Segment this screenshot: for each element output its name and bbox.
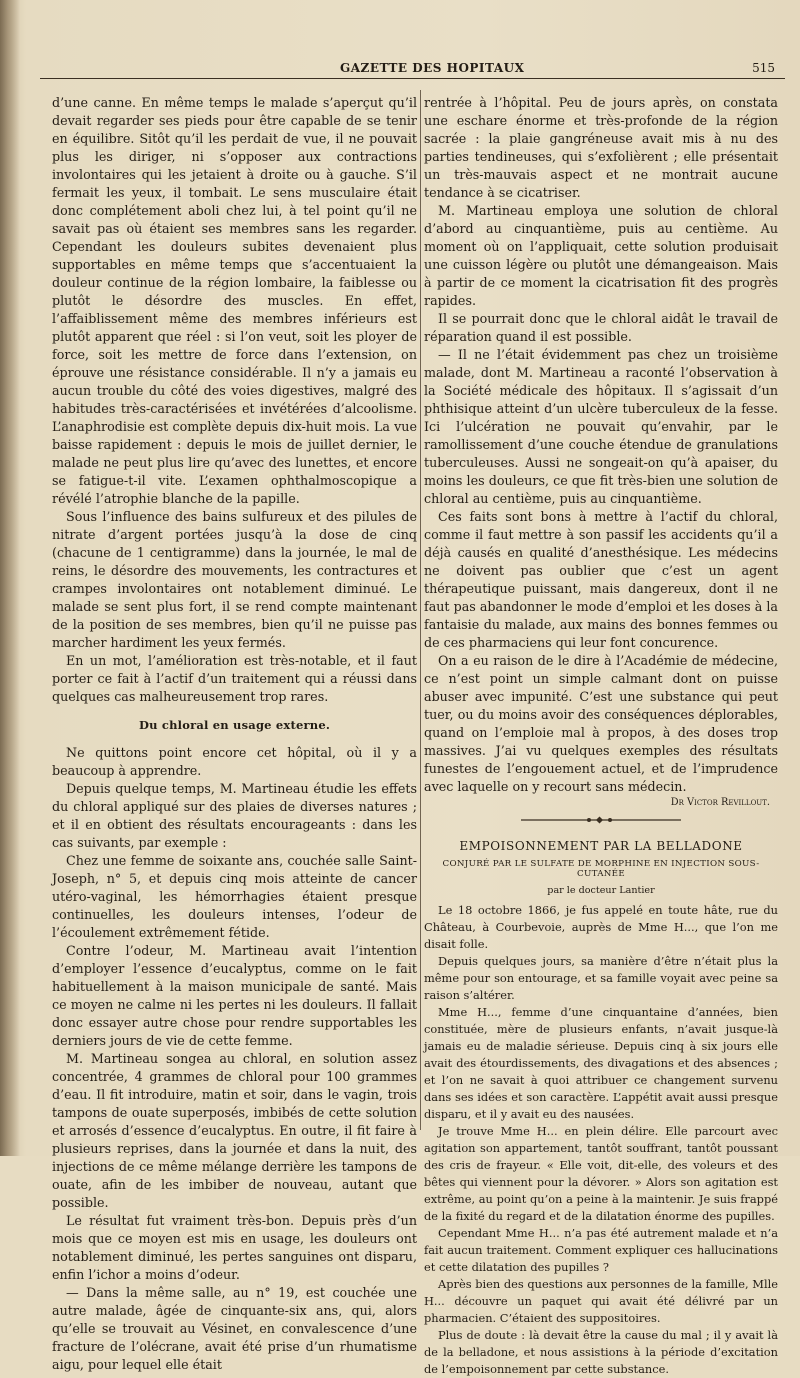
left-column bbox=[52, 94, 417, 1372]
paragraph: Cependant Mme H... n’a pas été autrement malade et n’a fait aucun traitement. Comment expliquer ces hallucinations et cette dilatation des pupilles ? bbox=[424, 1226, 778, 1274]
article-title: EMPOISONNEMENT PAR LA BELLADONE bbox=[459, 839, 743, 853]
paragraph: — Dans la même salle, au n° 19, est couchée une autre malade, âgée de cinquante-six ans, qui, alors qu’elle se trouvait au Vésinet, en convalescence d’une fracture de l’olécrane, avait été prise d’un rhumatisme aigu, pour lequel elle était bbox=[52, 1285, 417, 1372]
paragraph: On a eu raison de le dire à l’Académie de médecine, ce n’est point un simple calmant dont on puisse abuser avec impunité. C’est une substance qui peut tuer, ou du moins avoir des conséquences déplorables, quand on l’emploie mal à propos, à des doses trop massives. J’ai vu quelques exemples des résultats funestes de l’engouement actuel, et de l’imprudence avec laquelle on y recourt sans médecin. bbox=[424, 653, 778, 794]
paragraph: Le résultat fut vraiment très-bon. Depuis près d’un mois que ce moyen est mis en usage, les douleurs ont notablement diminué, les pertes sanguines ont disparu, enfin l’ichor a moins d’odeur. bbox=[52, 1213, 417, 1282]
ornament-line-icon bbox=[521, 816, 681, 824]
paragraph: Depuis quelques jours, sa manière d’être n’était plus la même pour son entourage, et sa famille voyait avec peine sa raison s’altérer. bbox=[424, 954, 778, 1002]
paragraph: Plus de doute : là devait être la cause du mal ; il y avait là de la belladone, et nous assistions à la période d’excitation de l’empoisonnement par cette substance. bbox=[424, 1328, 778, 1376]
paragraph: Le 18 octobre 1866, je fus appelé en toute hâte, rue du Château, à Courbevoie, auprès de Mme H..., que l’on me disait folle. bbox=[424, 903, 778, 951]
right-column bbox=[424, 94, 778, 1376]
paragraph: rentrée à l’hôpital. Peu de jours après, on constata une eschare énorme et très-profonde de la région sacrée : la plaie gangréneuse avait mis à nu des parties tendineuses, qui s’exfolièrent ; elle présentait un très-mauvais aspect et ne montrait aucune tendance à se cicatriser. bbox=[424, 95, 778, 200]
article-body bbox=[424, 902, 778, 1378]
page-number: 515 bbox=[752, 61, 775, 75]
paragraph: — Il ne l’était évidemment pas chez un troisième malade, dont M. Martineau a raconté l’observation à la Société médicale des hôpitaux. Il s’agissait d’un phthisique atteint d’un ulcère tuberculeux de la fesse. Ici l’ulcération ne pouvait qu’envahir, par le ramollissement d’une couche étendue de granulations tuberculeuses. Aussi ne songeait-on qu’à apaiser, du moins les douleurs, ce que fit très-bien une solution de chloral au centième, puis au cinquantième. bbox=[424, 347, 778, 506]
paragraph: Depuis quelque temps, M. Martineau étudie les effets du chloral appliqué sur des plaies de diverses natures ; et il en obtient des résultats encourageants : dans les cas suivants, par exemple : bbox=[52, 781, 417, 850]
paragraph: M. Martineau employa une solution de chloral d’abord au cinquantième, puis au centième. Au moment où on l’appliquait, cette solution produisait une cuisson légère ou plutôt une démangeaison. Mais à partir de ce moment la cicatrisation fit des progrès rapides. bbox=[424, 203, 778, 308]
paragraph: Après bien des questions aux personnes de la famille, Mlle H... découvre un paquet qui avait été délivré par un pharmacien. C’étaient des suppositoires. bbox=[424, 1277, 778, 1325]
paragraph: Chez une femme de soixante ans, couchée salle Saint-Joseph, n° 5, et depuis cinq mois atteinte de cancer utéro-vaginal, les hémorrhagies étaient presque continuelles, les douleurs intenses, l’odeur de l’écoulement extrêmement fétide. bbox=[52, 853, 417, 940]
paragraph: En un mot, l’amélioration est très-notable, et il faut porter ce fait à l’actif d’un traitement qui a réussi dans quelques cas malheureusement trop rares. bbox=[52, 653, 417, 704]
paragraph: Je trouve Mme H... en plein délire. Elle parcourt avec agitation son appartement, tantôt souffrant, tantôt poussant des cris de frayeur. « Elle voit, dit-elle, des voleurs et des bêtes qui viennent pour la dévorer. » Alors son agitation est extrême, au point qu’on a peine à la maintenir. Je suis frappé de la fixité du regard et de la dilatation énorme des pupilles. bbox=[424, 1124, 778, 1223]
article-subtitle: CONJURÉ PAR LE SULFATE DE MORPHINE EN INJECTION SOUS-CUTANÉE bbox=[442, 859, 760, 879]
paragraph: M. Martineau songea au chloral, en solution assez concentrée, 4 grammes de chloral pour 100 grammes d’eau. Il fit introduire, matin et soir, dans le vagin, trois tampons de ouate superposés, imbibés de cette solution et arrosés d’essence d’eucalyptus. En outre, il fit faire à plusieurs reprises, dans la journée et dans la nuit, des injections de ce même mélange derrière les tampons de ouate, afin de les imbiber de nouveau, autant que possible. bbox=[52, 1051, 417, 1210]
paragraph: Mme H..., femme d’une cinquantaine d’années, bien constituée, mère de plusieurs enfants, n’avait jusque-là jamais eu de maladie sérieuse. Depuis cinq à six jours elle avait des étourdissements, des divagations et des absences ; et l’on ne savait à quoi attribuer ce changement survenu dans ses idées et son caractère. L’appétit avait aussi presque disparu, et il y avait eu des nausées. bbox=[424, 1005, 778, 1121]
page-binding-shadow bbox=[0, 0, 20, 1156]
section-heading: Du chloral en usage externe. bbox=[138, 718, 331, 732]
paragraph: Il se pourrait donc que le chloral aidât le travail de réparation quand il est possible. bbox=[424, 311, 778, 344]
column-divider bbox=[420, 90, 421, 1130]
paragraph: Contre l’odeur, M. Martineau avait l’intention d’employer l’essence d’eucalyptus, comme on le fait habituellement à la maison municipale de santé. Mais ce moyen ne calme ni les pertes ni les douleurs. Il fallait donc essayer autre chose pour rendre supportables les derniers jours de vie de cette femme. bbox=[52, 943, 417, 1048]
article-author: par le docteur Lantier bbox=[547, 885, 655, 896]
running-title: GAZETTE DES HOPITAUX bbox=[340, 61, 525, 75]
paragraph: Sous l’influence des bains sulfureux et des pilules de nitrate d’argent portées jusqu’à la dose de cinq (chacune de 1 centigramme) dans la journée, le mal de reins, le désordre des mouvements, les contractures et crampes involontaires ont notablement diminué. Le malade se sent plus fort, il se rend compte maintenant de la position de ses membres, bien qu’il ne puisse pas marcher hardiment les yeux fermés. bbox=[52, 509, 417, 650]
ornamental-rule bbox=[424, 816, 778, 827]
paragraph: Ces faits sont bons à mettre à l’actif du chloral, comme il faut mettre à son passif les accidents qu’il a déjà causés en qualité d’anesthésique. Les médecins ne doivent pas oublier que c’est un agent thérapeutique puissant, mais dangereux, dont il ne faut pas abandonner le mode d’emploi et les doses à la fantaisie du malade, aux mains des bonnes femmes ou de ces pharmaciens qui leur font concurence. bbox=[424, 509, 778, 650]
paragraph: Ne quittons point encore cet hôpital, où il y a beaucoup à apprendre. bbox=[52, 745, 417, 778]
page-header bbox=[40, 58, 785, 79]
paragraph: d’une canne. En même temps le malade s’aperçut qu’il devait regarder ses pieds pour être capable de se tenir en équilibre. Sitôt qu’il les perdait de vue, il ne pouvait plus les diriger, ni s’opposer aux contractions involontaires qui les jetaient à droite ou à gauche. S’il fermait les yeux, il tombait. Le sens musculaire était donc complétement aboli chez lui, à tel point qu’il ne savait pas où étaient ses membres sans les regarder. Cependant les douleurs subites devenaient plus supportables en même temps que s’accentuaient la douleur continue de la région lombaire, la faiblesse ou plutôt le désordre des muscles. En effet, l’affaiblissement même des membres inférieurs est plutôt apparent que réel : si l’on veut, soit les ployer de force, soit les mettre de force dans l’extension, on éprouve une résistance considérable. Il n’y a jamais eu aucun trouble du côté des voies digestives, malgré des habitudes très-caractérisées et invétérées d’alcoolisme. L’anaphrodisie est complète depuis dix-huit mois. La vue baisse rapidement : depuis le mois de juillet dernier, le malade ne peut plus lire qu’avec des lunettes, et encore se fatigue-t-il vite. L’examen ophthalmoscopique a révélé l’atrophie blanche de la papille. bbox=[52, 95, 417, 506]
author-signature: Dr Victor Revillout. bbox=[670, 797, 770, 808]
